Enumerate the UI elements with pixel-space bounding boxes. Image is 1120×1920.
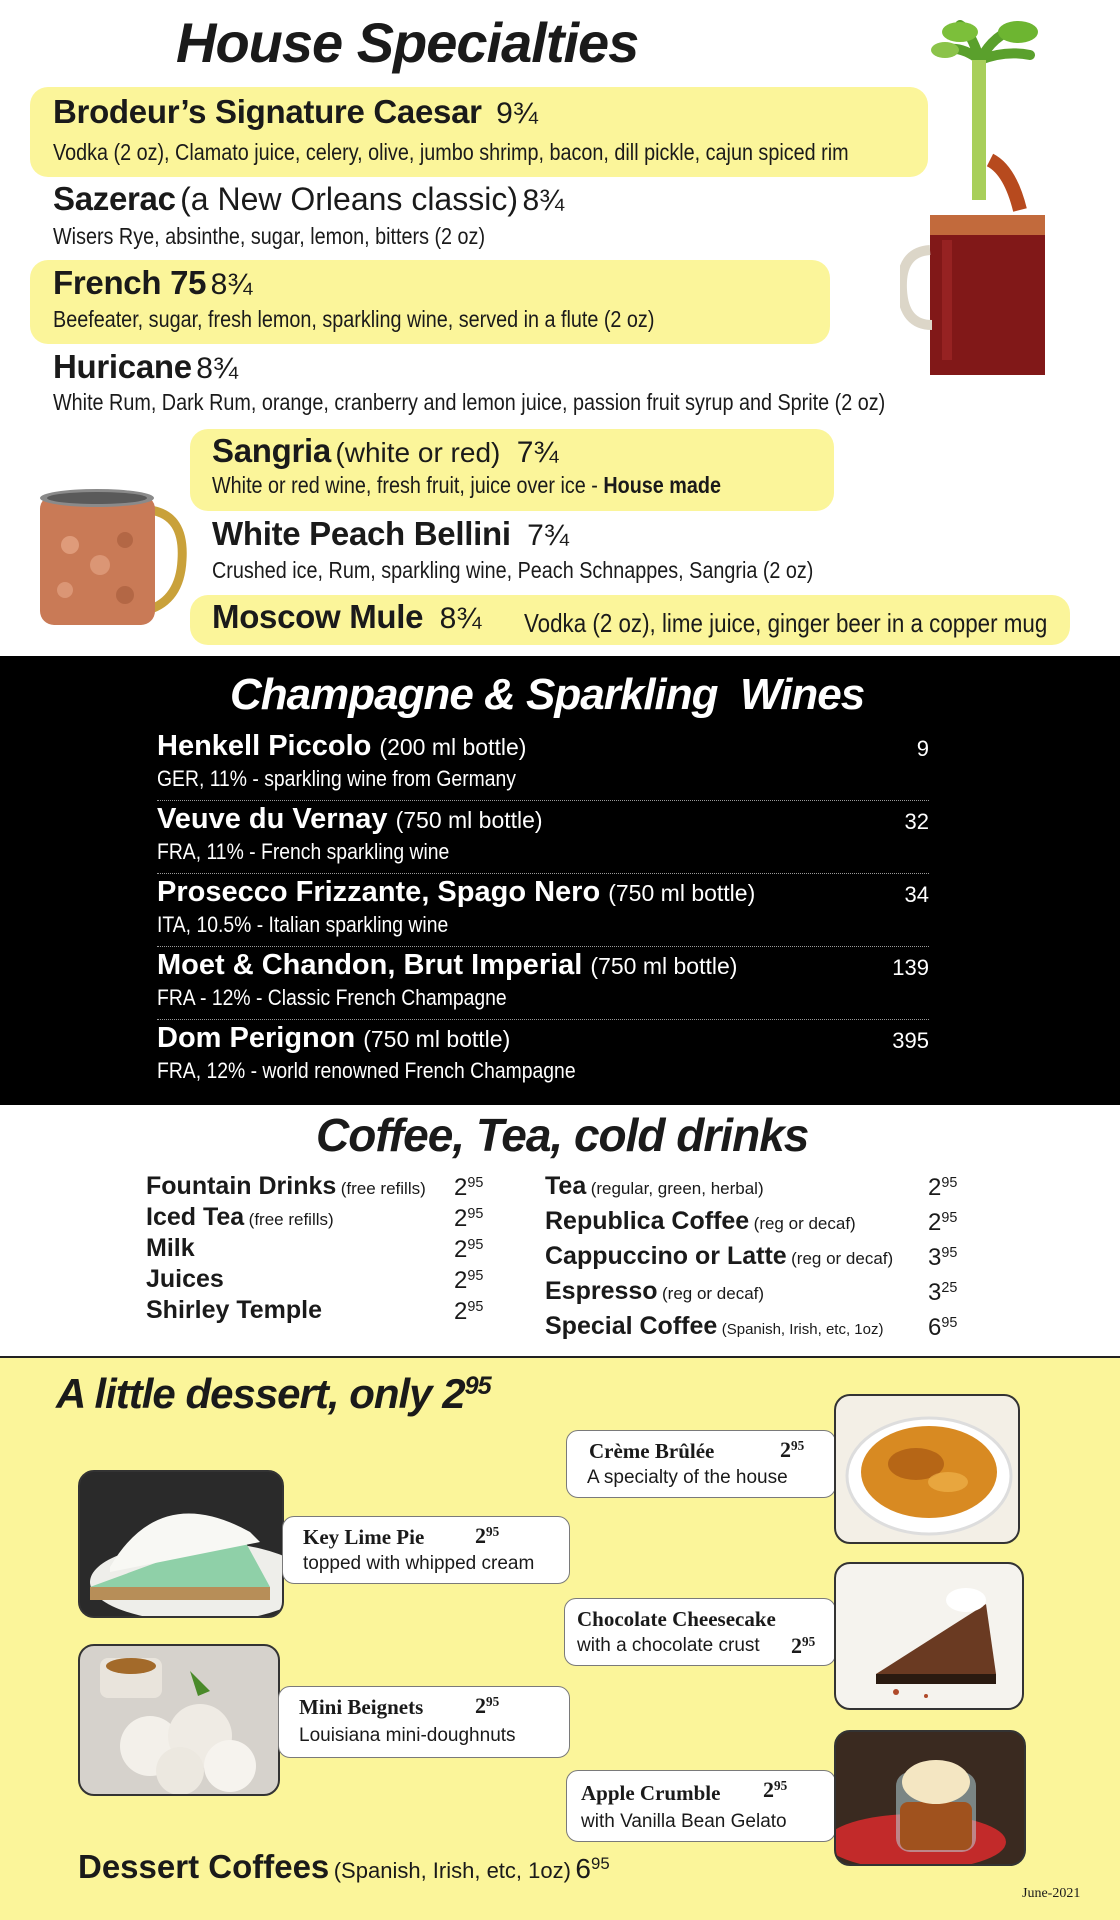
- drink-note: (reg or decaf): [662, 1284, 765, 1303]
- champagne-section: [0, 656, 1120, 1105]
- coffee-title: Coffee, Tea, cold drinks: [316, 1109, 809, 1161]
- item-desc: White Rum, Dark Rum, orange, cranberry and lemon juice, passion fruit syrup and Sprite (2 oz): [53, 389, 886, 415]
- drink-name: Cappuccino or Latte: [545, 1242, 787, 1270]
- dessert-card-creme-brulee: [566, 1430, 836, 1498]
- item-price: 8¾: [439, 602, 482, 635]
- drink-row: [146, 1203, 334, 1234]
- wine-desc: FRA, 12% - world renowned French Champagne: [157, 1058, 576, 1083]
- drink-price: $6^{95}$: [928, 1314, 958, 1341]
- item-price: 8¾: [196, 352, 238, 385]
- wine-desc: FRA, 11% - French sparkling wine: [157, 839, 450, 864]
- dessert-card-chocolate-cheesecake: [564, 1598, 836, 1666]
- dessert-name: Key Lime Pie: [303, 1525, 425, 1549]
- drink-row: [545, 1277, 764, 1308]
- dessert-title: A little dessert, only $2^{95}$: [56, 1370, 491, 1417]
- item-desc: Crushed ice, Rum, sparkling wine, Peach Schnappes, Sangria (2 oz): [212, 557, 814, 583]
- drink-note: (regular, green, herbal): [590, 1179, 764, 1198]
- item-name: Moscow Mule: [212, 598, 424, 635]
- wine-name: Prosecco Frizzante, Spago Nero: [157, 876, 601, 908]
- drink-price: $2^{95}$: [454, 1174, 484, 1201]
- item-sub: (white or red): [335, 437, 501, 468]
- wine-price: 9: [916, 736, 929, 761]
- drink-name: Tea: [545, 1172, 587, 1200]
- wine-row: [157, 801, 929, 874]
- drink-note: (reg or decaf): [753, 1214, 856, 1233]
- dessert-coffees-name: Dessert Coffees: [78, 1848, 330, 1885]
- drink-row: [545, 1242, 893, 1273]
- item-name: Sazerac: [53, 180, 176, 217]
- drink-name: Fountain Drinks: [146, 1172, 337, 1200]
- item-desc: Vodka (2 oz), Clamato juice, celery, olive, jumbo shrimp, bacon, dill pickle, cajun spiced rim: [53, 139, 849, 165]
- drink-note: (free refills): [340, 1179, 426, 1198]
- item-price: 9¾: [496, 97, 538, 130]
- dessert-coffees-note: (Spanish, Irish, etc, 1oz): [333, 1858, 571, 1883]
- wine-size: (750 ml bottle): [608, 880, 756, 906]
- footer-date: June-2021: [1022, 1886, 1081, 1901]
- item-name: Sangria: [212, 432, 331, 469]
- drink-row: [545, 1207, 856, 1238]
- dessert-card-key-lime-pie: [282, 1516, 570, 1584]
- menu-item-bellini: [212, 515, 569, 553]
- wine-name: Dom Perignon: [157, 1022, 356, 1054]
- item-desc: Vodka (2 oz), lime juice, ginger beer in a copper mug: [524, 608, 1048, 638]
- item-desc: [212, 472, 721, 499]
- drink-row: [146, 1234, 195, 1265]
- dessert-coffees-price: $6^{95}$: [575, 1853, 610, 1884]
- wine-row: [157, 874, 929, 947]
- dessert-price: $2^{95}$: [475, 1693, 500, 1718]
- house-specialties-title: House Specialties: [176, 11, 639, 74]
- drink-row: [146, 1265, 224, 1296]
- drink-price: $2^{95}$: [454, 1298, 484, 1325]
- drink-row: [545, 1172, 764, 1203]
- champagne-title: Champagne & Sparkling Wines: [230, 670, 865, 719]
- dessert-price: $2^{95}$: [780, 1437, 805, 1462]
- drink-price: $2^{95}$: [928, 1174, 958, 1201]
- chocolate-cheesecake-photo: [834, 1562, 1024, 1710]
- house-made-label: House made: [603, 472, 721, 498]
- wine-price: 139: [892, 955, 929, 980]
- wine-price: 34: [904, 882, 929, 907]
- dessert-desc: with Vanilla Bean Gelato: [581, 1811, 787, 1832]
- item-name: French 75: [53, 264, 207, 301]
- item-desc: Wisers Rye, absinthe, sugar, lemon, bitters (2 oz): [53, 223, 486, 249]
- caesar-drink-image: [900, 20, 1060, 375]
- dessert-price: $2^{95}$: [763, 1777, 788, 1802]
- dessert-name: Apple Crumble: [581, 1781, 721, 1805]
- dessert-name: Crème Brûlée: [589, 1439, 715, 1463]
- creme-brulee-photo: [834, 1394, 1020, 1544]
- drink-row: [146, 1296, 322, 1327]
- drink-row: [545, 1312, 883, 1343]
- wine-size: (750 ml bottle): [590, 953, 738, 979]
- item-name: Huricane: [53, 348, 192, 385]
- dessert-price: $2^{95}$: [475, 1523, 500, 1548]
- wine-desc: FRA - 12% - Classic French Champagne: [157, 985, 507, 1010]
- apple-crumble-photo: [834, 1730, 1026, 1866]
- item-price: 8¾: [210, 268, 253, 301]
- dessert-coffees: [78, 1848, 610, 1886]
- drink-name: Milk: [146, 1234, 195, 1262]
- wine-name: Moet & Chandon, Brut Imperial: [157, 949, 583, 981]
- key-lime-pie-photo: [78, 1470, 284, 1618]
- drink-name: Espresso: [545, 1277, 658, 1305]
- item-desc-text: White or red wine, fresh fruit, juice over ice -: [212, 472, 604, 498]
- dessert-section: [0, 1356, 1120, 1920]
- mini-beignets-photo: [78, 1644, 280, 1796]
- drink-name: Juices: [146, 1265, 224, 1293]
- wine-price: 395: [892, 1028, 929, 1053]
- wine-desc: GER, 11% - sparkling wine from Germany: [157, 766, 516, 791]
- drink-price: $2^{95}$: [454, 1267, 484, 1294]
- dessert-price: $2^{95}$: [791, 1633, 816, 1658]
- item-desc: Beefeater, sugar, fresh lemon, sparkling wine, served in a flute (2 oz): [53, 306, 655, 332]
- item-price: 7¾: [516, 436, 559, 469]
- wine-price: 32: [904, 809, 929, 834]
- dessert-card-apple-crumble: [566, 1770, 836, 1842]
- drink-row: [146, 1172, 426, 1203]
- wine-row: [157, 728, 929, 801]
- dessert-desc: A specialty of the house: [587, 1467, 788, 1488]
- dessert-card-mini-beignets: [278, 1686, 570, 1758]
- wine-size: (750 ml bottle): [363, 1026, 511, 1052]
- item-name: White Peach Bellini: [212, 515, 511, 552]
- drink-name: Republica Coffee: [545, 1207, 750, 1235]
- wine-row: [157, 947, 929, 1020]
- item-sub: (a New Orleans classic): [180, 181, 518, 217]
- drink-price: $2^{95}$: [928, 1209, 958, 1236]
- drink-name: Iced Tea: [146, 1203, 245, 1231]
- dessert-desc: with a chocolate crust: [577, 1635, 760, 1656]
- drink-price: $3^{25}$: [928, 1279, 958, 1306]
- wine-row: [157, 1020, 929, 1093]
- wine-size: (200 ml bottle): [379, 734, 527, 760]
- menu-item-sazerac: [53, 180, 564, 218]
- wine-name: Veuve du Vernay: [157, 803, 388, 835]
- drink-note: (reg or decaf): [791, 1249, 894, 1268]
- drink-price: $3^{95}$: [928, 1244, 958, 1271]
- drink-note: (Spanish, Irish, etc, 1oz): [721, 1321, 884, 1338]
- wine-size: (750 ml bottle): [395, 807, 543, 833]
- drink-note: (free refills): [248, 1210, 334, 1229]
- dessert-desc: Louisiana mini-doughnuts: [299, 1725, 516, 1746]
- drink-price: $2^{95}$: [454, 1205, 484, 1232]
- wine-desc: ITA, 10.5% - Italian sparkling wine: [157, 912, 449, 937]
- drink-name: Shirley Temple: [146, 1296, 322, 1324]
- menu-item-sangria: [212, 432, 559, 470]
- copper-mug-image: [30, 485, 190, 640]
- drink-name: Special Coffee: [545, 1312, 718, 1340]
- drink-price: $2^{95}$: [454, 1236, 484, 1263]
- menu-item-moscow-mule: [212, 598, 481, 636]
- item-price: 8¾: [522, 184, 565, 217]
- dessert-name: Chocolate Cheesecake: [577, 1607, 776, 1631]
- dessert-name: Mini Beignets: [299, 1695, 424, 1719]
- menu-item-huricane: [53, 348, 238, 386]
- menu-item-caesar: [53, 93, 538, 131]
- wine-name: Henkell Piccolo: [157, 730, 372, 762]
- item-name: Brodeur’s Signature Caesar: [53, 93, 482, 130]
- menu-item-french75: [53, 264, 252, 302]
- item-price: 7¾: [527, 519, 569, 552]
- dessert-desc: topped with whipped cream: [303, 1553, 535, 1574]
